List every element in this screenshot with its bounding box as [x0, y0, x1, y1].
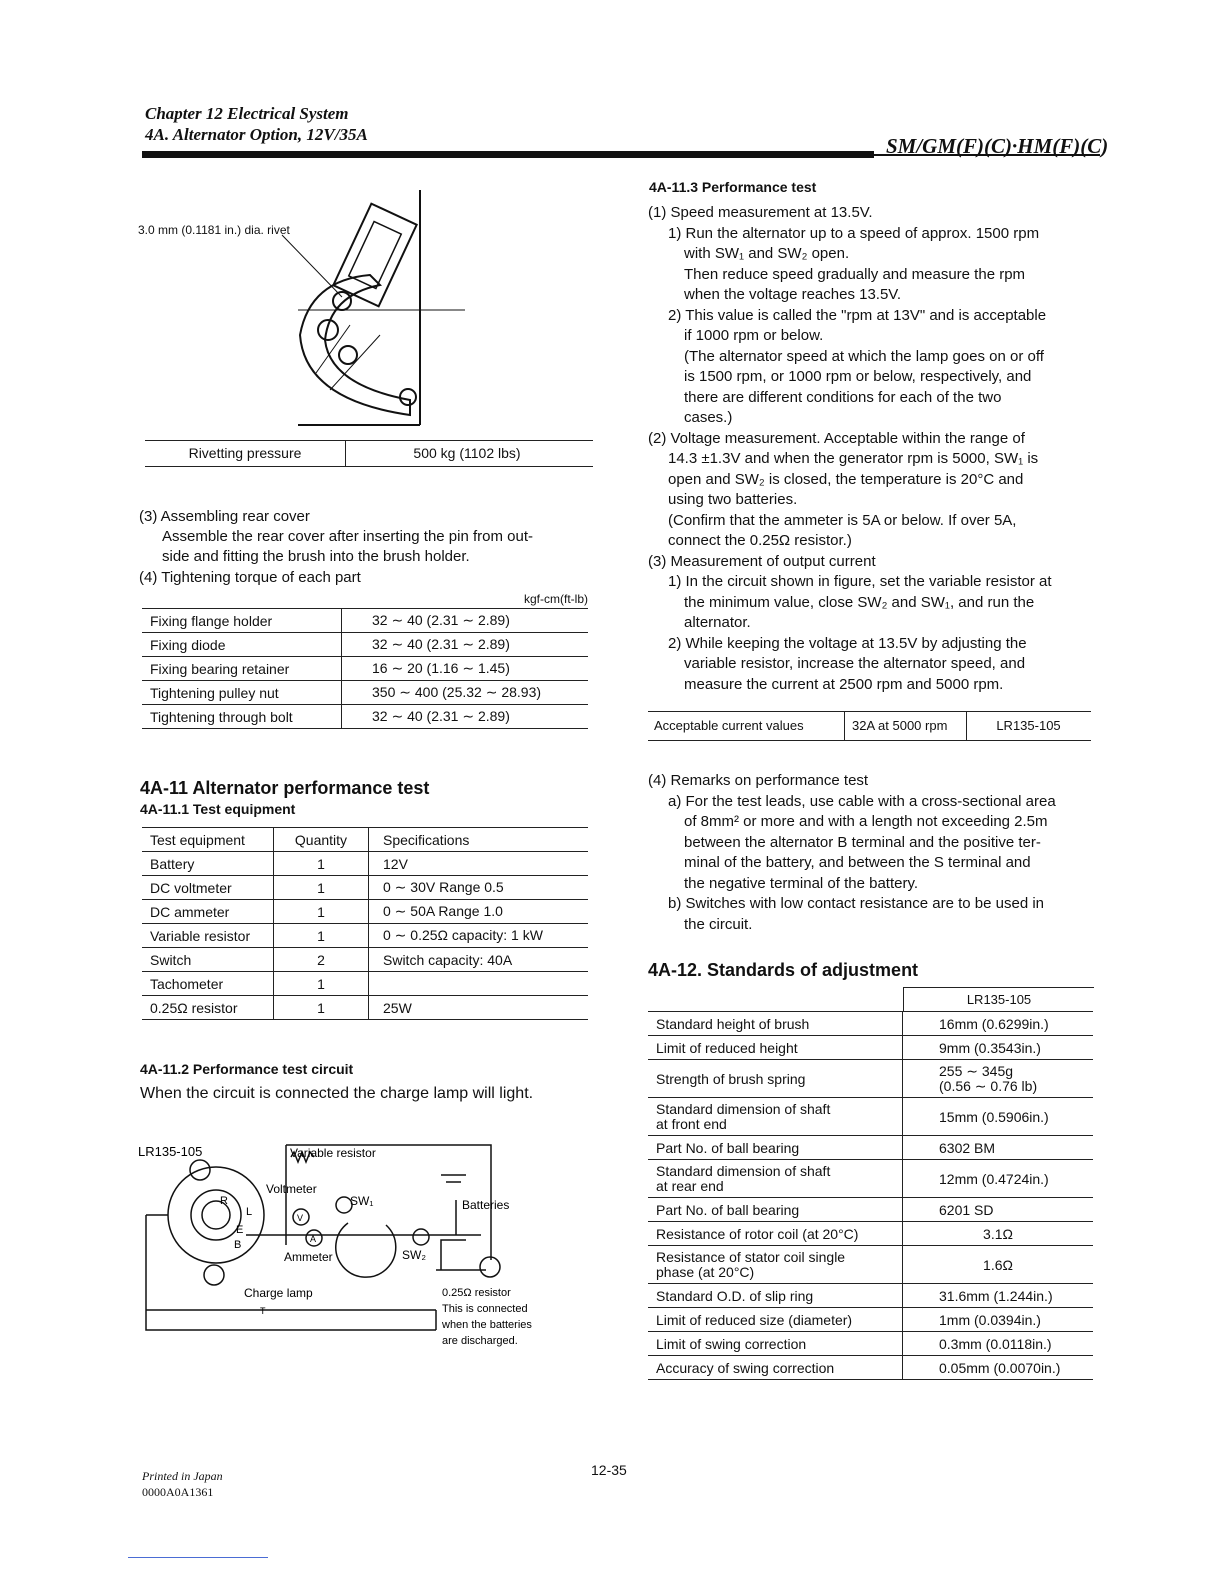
cell: 1 — [274, 852, 369, 876]
cell: Switch capacity: 40A — [369, 948, 589, 972]
table-row — [648, 1246, 1093, 1284]
perf-right-body — [648, 203, 1096, 695]
std-value: 0.05mm (0.0070in.) — [903, 1356, 1094, 1380]
resistor-note-3: when the batteries — [442, 1319, 532, 1331]
circuit-text: When the circuit is connected the charge lamp will light. — [140, 1085, 534, 1102]
circuit-charge-lamp: Charge lamp — [244, 1286, 313, 1300]
cell: 1 — [274, 972, 369, 996]
std-item: Limit of reduced height — [648, 1036, 903, 1060]
remarks-line: (4) Remarks on performance test — [648, 772, 869, 789]
std-item-line: phase (at 20°C) — [656, 1263, 755, 1280]
voltmeter-v: V — [297, 1213, 304, 1223]
perf-right-title: 4A-11.3 Performance test — [649, 179, 817, 195]
torque-part: Fixing bearing retainer — [142, 657, 342, 681]
perf-line: (The alternator speed at which the lamp goes on or off — [684, 347, 1044, 365]
chapter-title: Chapter 12 Electrical System — [145, 104, 349, 123]
std-item: Limit of reduced size (diameter) — [648, 1308, 903, 1332]
current-model: LR135-105 — [996, 718, 1061, 733]
std-value: 15mm (0.5906in.) — [903, 1098, 1094, 1136]
terminal-e: E — [236, 1224, 244, 1236]
std-item: Accuracy of swing correction — [648, 1356, 903, 1380]
perf-line: measure the current at 2500 rpm and 5000 rpm. — [684, 675, 1004, 693]
table-row — [142, 876, 588, 900]
std-value: 12mm (0.4724in.) — [903, 1160, 1094, 1198]
ammeter-a: A — [310, 1234, 317, 1244]
std-value-line: (0.56 ∼ 0.76 lb) — [939, 1077, 1038, 1094]
cell — [369, 972, 589, 996]
printed-in: Printed in Japan — [142, 1469, 223, 1483]
std-item-line: at rear end — [656, 1177, 724, 1194]
quantity-header: Quantity — [274, 828, 369, 852]
perf-line: (Confirm that the ammeter is 5A or below. If over 5A, — [668, 511, 1017, 529]
rivet-figure — [230, 185, 470, 430]
table-row — [648, 1356, 1093, 1380]
std-value: 31.6mm (1.244in.) — [903, 1284, 1094, 1308]
table-row — [648, 1136, 1093, 1160]
remarks-line: the circuit. — [684, 915, 753, 933]
std-item-line: Standard dimension of shaft — [656, 1162, 831, 1179]
std-item: Resistance of rotor coil (at 20°C) — [648, 1222, 903, 1246]
std-item: Limit of swing correction — [648, 1332, 903, 1356]
cell: 1 — [274, 996, 369, 1020]
perf-line: connect the 0.25Ω resistor.) — [668, 532, 852, 549]
std-value: 1.6Ω — [903, 1246, 1094, 1284]
perf-line: if 1000 rpm or below. — [684, 327, 824, 344]
rivet-pressure-label: Rivetting pressure — [188, 445, 302, 461]
remarks-line: between the alternator B terminal and the positive ter- — [684, 833, 1041, 851]
perf-line: 2) This value is called the "rpm at 13V" and is acceptable — [668, 306, 1047, 324]
table-row — [142, 681, 588, 705]
table-row — [142, 900, 588, 924]
table-row — [648, 1198, 1093, 1222]
perf-line: with SW₁ and SW₂ open. — [684, 245, 850, 262]
cell: 1 — [274, 876, 369, 900]
circuit-batteries: Batteries — [462, 1198, 510, 1212]
perf-line: alternator. — [684, 614, 751, 631]
torque-part: Fixing flange holder — [142, 609, 342, 633]
std-item — [648, 1246, 903, 1284]
table-row — [648, 1160, 1093, 1198]
current-value: 32A at 5000 rpm — [852, 718, 948, 733]
std-value: 6201 SD — [903, 1198, 1094, 1222]
table-row — [648, 1222, 1093, 1246]
circuit-var-res: Variable resistor — [290, 1146, 376, 1160]
perf-line: 1) Run the alternator up to a speed of approx. 1500 rpm — [668, 224, 1040, 242]
cell: 1 — [274, 924, 369, 948]
table-row — [142, 657, 588, 681]
assembling-title: (3) Assembling rear cover — [139, 508, 310, 525]
table-row — [142, 996, 588, 1020]
table-row — [142, 705, 588, 729]
remarks-line: minal of the battery, and between the S terminal and — [684, 854, 1031, 871]
table-row — [648, 1012, 1093, 1036]
torque-value: 32 ∼ 40 (2.31 ∼ 2.89) — [342, 705, 589, 729]
resistor-note-2: This is connected — [442, 1303, 528, 1315]
remarks-line: of 8mm² or more and with a length not exceeding 2.5m — [684, 813, 1048, 830]
doc-code: 0000A0A1361 — [142, 1485, 214, 1499]
torque-value: 32 ∼ 40 (2.31 ∼ 2.89) — [342, 609, 589, 633]
torque-part: Tightening pulley nut — [142, 681, 342, 705]
table-row — [142, 948, 588, 972]
torque-value: 350 ∼ 400 (25.32 ∼ 28.93) — [342, 681, 589, 705]
std-item — [648, 1160, 903, 1198]
cell: 0 ∼ 0.25Ω capacity: 1 kW — [369, 924, 589, 948]
cell: 0.25Ω resistor — [142, 996, 274, 1020]
perf-line: the minimum value, close SW₂ and SW₁, and run the — [684, 593, 1035, 611]
cell: 0 ∼ 50A Range 1.0 — [369, 900, 589, 924]
perf-line: 1) In the circuit shown in figure, set the variable resistor at — [668, 573, 1052, 590]
footer-link-line — [128, 1557, 268, 1558]
circuit-model: LR135-105 — [138, 1144, 203, 1159]
circuit-sw1: SW₁ — [350, 1194, 374, 1208]
remarks-line: the negative terminal of the battery. — [684, 874, 919, 892]
spec-header: Specifications — [369, 828, 589, 852]
std-value: 3.1Ω — [903, 1222, 1094, 1246]
cell: 25W — [369, 996, 589, 1020]
cell: Variable resistor — [142, 924, 274, 948]
table-row — [142, 924, 588, 948]
equipment-table — [142, 827, 588, 1020]
standards-table — [648, 1011, 1093, 1380]
cell: Battery — [142, 852, 274, 876]
std-value: 16mm (0.6299in.) — [903, 1012, 1094, 1036]
torque-value: 32 ∼ 40 (2.31 ∼ 2.89) — [342, 633, 589, 657]
table-header-row — [142, 828, 588, 852]
assembling-text-1: Assemble the rear cover after inserting the pin from out- — [162, 528, 534, 545]
std-value: 9mm (0.3543in.) — [903, 1036, 1094, 1060]
std-item: Part No. of ball bearing — [648, 1136, 903, 1160]
header-rule — [142, 151, 874, 158]
terminal-r: R — [220, 1195, 228, 1207]
table-row — [648, 1060, 1093, 1098]
circuit-title: 4A-11.2 Performance test circuit — [140, 1061, 354, 1077]
standards-model: LR135-105 — [903, 987, 1094, 1012]
cell: DC ammeter — [142, 900, 274, 924]
torque-title: (4) Tightening torque of each part — [139, 569, 361, 586]
perf-line: when the voltage reaches 13.5V. — [684, 286, 902, 303]
perf-line: 2) While keeping the voltage at 13.5V by adjusting the — [668, 634, 1027, 652]
cell: DC voltmeter — [142, 876, 274, 900]
torque-part: Fixing diode — [142, 633, 342, 657]
remarks-body — [648, 771, 1096, 935]
perf-test-title: 4A-11 Alternator performance test — [140, 778, 430, 798]
std-item: Part No. of ball bearing — [648, 1198, 903, 1222]
model-title: SM/GM(F)(C)·HM(F)(C) — [886, 134, 1109, 158]
cell: Tachometer — [142, 972, 274, 996]
cell: Switch — [142, 948, 274, 972]
circuit-ammeter: Ammeter — [284, 1250, 333, 1264]
torque-value: 16 ∼ 20 (1.16 ∼ 1.45) — [342, 657, 589, 681]
table-row — [648, 1036, 1093, 1060]
current-table — [648, 711, 1091, 741]
std-value: 0.3mm (0.0118in.) — [903, 1332, 1094, 1356]
perf-line: is 1500 rpm, or 1000 rpm or below, respectively, and — [684, 368, 1032, 385]
table-row — [648, 1098, 1093, 1136]
circuit-sw2: SW₂ — [402, 1248, 426, 1262]
rivet-label: 3.0 mm (0.1181 in.) dia. rivet — [138, 223, 290, 237]
std-item: Standard height of brush — [648, 1012, 903, 1036]
cell: 12V — [369, 852, 589, 876]
assembling-text-2: side and fitting the brush into the brush holder. — [162, 548, 470, 565]
terminal-b: B — [234, 1239, 242, 1251]
rivet-pressure-value: 500 kg (1102 lbs) — [413, 445, 521, 461]
perf-line: open and SW₂ is closed, the temperature is 20°C and — [668, 470, 1024, 488]
std-item-line: at front end — [656, 1115, 727, 1132]
torque-table — [142, 608, 588, 729]
table-row — [648, 1284, 1093, 1308]
terminal-l: L — [246, 1206, 253, 1218]
std-item: Strength of brush spring — [648, 1060, 903, 1098]
std-item-line: Resistance of stator coil single — [656, 1248, 846, 1265]
cell: 0 ∼ 30V Range 0.5 — [369, 876, 589, 900]
section-title: 4A. Alternator Option, 12V/35A — [145, 125, 368, 144]
perf-line: using two batteries. — [668, 491, 798, 508]
page-number: 12-35 — [591, 1462, 627, 1478]
perf-line: (1) Speed measurement at 13.5V. — [648, 204, 873, 221]
perf-line: Then reduce speed gradually and measure the rpm — [684, 265, 1026, 283]
table-row — [142, 852, 588, 876]
std-item-line: Standard dimension of shaft — [656, 1100, 831, 1117]
remarks-line: b) Switches with low contact resistance are to be used in — [668, 895, 1045, 912]
current-label: Acceptable current values — [654, 718, 804, 733]
circuit-voltmeter: Voltmeter — [266, 1182, 317, 1196]
table-row — [142, 972, 588, 996]
table-row — [142, 633, 588, 657]
std-value: 1mm (0.0394in.) — [903, 1308, 1094, 1332]
torque-unit: kgf-cm(ft-lb) — [524, 592, 588, 606]
remarks-line: a) For the test leads, use cable with a cross-sectional area — [668, 792, 1056, 810]
lamp-t: T — [260, 1306, 266, 1316]
test-equipment-title: 4A-11.1 Test equipment — [140, 801, 296, 817]
table-row — [142, 609, 588, 633]
resistor-note-1: 0.25Ω resistor — [442, 1287, 511, 1299]
table-row — [648, 1332, 1093, 1356]
circuit-diagram — [136, 1140, 566, 1350]
equipment-header: Test equipment — [142, 828, 274, 852]
standards-title: 4A-12. Standards of adjustment — [648, 960, 919, 980]
table-row — [648, 1308, 1093, 1332]
cell: 1 — [274, 900, 369, 924]
perf-line: 14.3 ±1.3V and when the generator rpm is 5000, SW₁ is — [668, 450, 1039, 467]
rivet-table — [145, 440, 593, 467]
perf-line: (3) Measurement of output current — [648, 552, 876, 570]
resistor-note-4: are discharged. — [442, 1335, 518, 1347]
std-value — [903, 1060, 1094, 1098]
perf-line: variable resistor, increase the alternator speed, and — [684, 655, 1026, 672]
std-value: 6302 BM — [903, 1136, 1094, 1160]
std-value-line: 255 ∼ 345g — [939, 1062, 1014, 1079]
perf-line: there are different conditions for each of the two — [684, 388, 1002, 406]
cell: 2 — [274, 948, 369, 972]
torque-part: Tightening through bolt — [142, 705, 342, 729]
std-item: Standard O.D. of slip ring — [648, 1284, 903, 1308]
perf-line: cases.) — [684, 409, 733, 426]
std-item — [648, 1098, 903, 1136]
perf-line: (2) Voltage measurement. Acceptable within the range of — [648, 429, 1025, 447]
